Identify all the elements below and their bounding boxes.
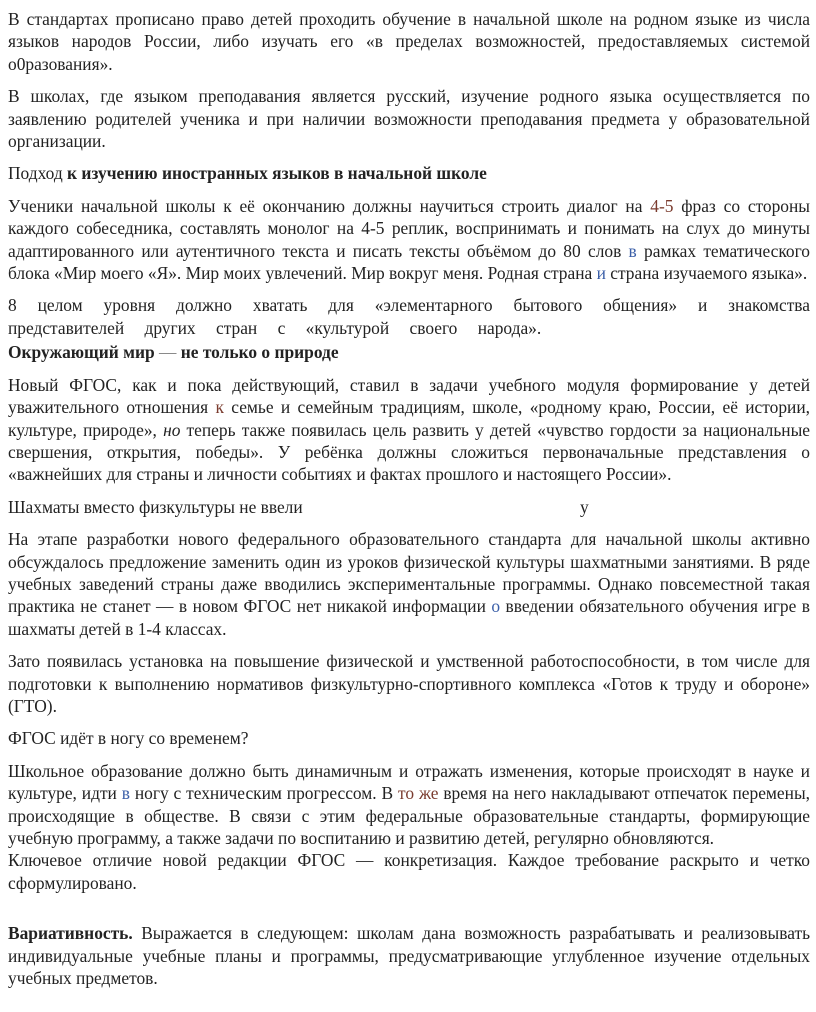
text-run: теперь также появилась цель развить у детей «чувство гордости за национальные свершения, открытия, победы». У ребёнка должны сложиться первоначальные представления о «важнейших для страны и личности событиях и фактах прошлого и настоящего России». bbox=[8, 419, 811, 485]
paragraph-native-language: В стандартах прописано право детей проходить обучение в начальной школе на родном языке из числа языков народов России, либо изучать его «в пределах возможностей, предоставляемых системой о0разования». bbox=[8, 9, 810, 74]
text-run-accent: и bbox=[596, 263, 606, 284]
text-run: введении обязательного обучения игре в шахматы детей в 1-4 классах. bbox=[8, 596, 811, 639]
text-run-italic: но bbox=[163, 419, 181, 440]
heading-dash: — bbox=[159, 342, 177, 363]
text-run: Ученики начальной школы к её окончанию должны научиться строить диалог на bbox=[8, 195, 651, 216]
heading-fgos-modern: ФГОС идёт в ногу со временем? bbox=[8, 728, 249, 749]
text-run-number: 4-5 bbox=[650, 195, 674, 216]
paragraph-key-difference: Ключевое отличие новой редакции ФГОС — конкретизация. Каждое требование раскрыто и четко сформулировано. bbox=[8, 850, 810, 893]
heading-world-around bbox=[8, 341, 810, 363]
text-run: время на него накладывают отпечаток перемены, происходящие в обществе. В связи с этим федеральные образовательные стандарты, формирующие учебную программу, а также задачи по воспитанию и развитию детей, регулярно обновляются. bbox=[8, 783, 810, 848]
heading-foreign-languages bbox=[8, 162, 810, 184]
paragraph-dynamic-education bbox=[8, 760, 810, 850]
text-run-accent: в bbox=[121, 783, 130, 804]
text-run: Школьное образование должно быть динамичным и отражать изменения, которые происходят в науке и культуре, идти bbox=[8, 760, 810, 804]
text-run-accent: в bbox=[628, 240, 637, 261]
text-run: страна изучаемого языка». bbox=[605, 263, 808, 284]
paragraph-chess-proposal bbox=[8, 528, 810, 640]
paragraph-russian-schools: В школах, где языком преподавания является русский, изучение родного языка осуществляется по заявлению родителей ученика и при наличии возможности преподавания предмета у образовательной организации. bbox=[8, 86, 810, 152]
text-run-accent: к bbox=[215, 397, 224, 418]
heading-world-around-bold-end: не только о природе bbox=[176, 342, 339, 363]
text-run-accent: то же bbox=[398, 783, 439, 804]
text-run: фраз со стороны каждого собеседника, составлять монолог на 4-5 реплик, воспринимать и понимать на слух до минуты адаптированного или аутентичного текста и писать тексты объёмом до 80 слов bbox=[8, 195, 810, 261]
text-run: семье и семейным традициям, школе, «родному краю, России, её истории, культуре, природе», bbox=[8, 397, 810, 440]
paragraph-variability bbox=[8, 922, 810, 989]
heading-world-around-bold: Окружающий мир bbox=[8, 342, 160, 363]
paragraph-language-requirements bbox=[8, 195, 810, 285]
paragraph-physical-education: Зато появилась установка на повышение физической и умственной работоспособности, в том числе для подготовки к выполнению нормативов физкультурно-спортивного комплекса «Готов к труду и обороне» (ГТО). bbox=[8, 651, 810, 716]
paragraph-communication-level: 8 целом уровня должно хватать для «элементарного бытового общения» и знакомства представителей других стран с «культурой своего народа». bbox=[8, 295, 810, 338]
heading-chess bbox=[8, 496, 810, 518]
text-run: Выражается в следующем: школам дана возможность разрабатывать и реализовывать индивидуальные учебные планы и программы, предусматривающие углубленное изучение отдельных учебных предметов. bbox=[8, 923, 810, 989]
text-run-accent: о bbox=[491, 596, 501, 617]
heading-foreign-languages-prefix: Подход bbox=[8, 163, 68, 184]
text-run: На этапе разработки нового федерального образовательного стандарта для начальной школы активно обсуждалось предложение заменить один из уроков физической культуры шахматными занятиями. В ряде учебных заведений страны даже вводились экспериментальные программы. Однако повсеместной такая практика не станет — в новом ФГОС нет никакой информации bbox=[8, 529, 810, 617]
variability-label: Вариативность. bbox=[8, 923, 133, 944]
text-run: Новый ФГОС, как и пока действующий, ставил в задачи учебного модуля формирование у детей уважительного отношения bbox=[8, 374, 810, 418]
heading-chess-stray-letter: у bbox=[580, 496, 589, 517]
heading-chess-text: Шахматы вместо физкультуры не ввели bbox=[8, 496, 303, 517]
text-run: рамках тематического блока «Мир моего «Я». Мир моих увлечений. Мир вокруг меня. Родная страна bbox=[8, 240, 810, 284]
heading-foreign-languages-bold: к изучению иностранных языков в начальной школе bbox=[67, 163, 487, 184]
text-run: ногу с техническим прогрессом. В bbox=[129, 783, 399, 804]
paragraph-new-fgos bbox=[8, 374, 810, 486]
